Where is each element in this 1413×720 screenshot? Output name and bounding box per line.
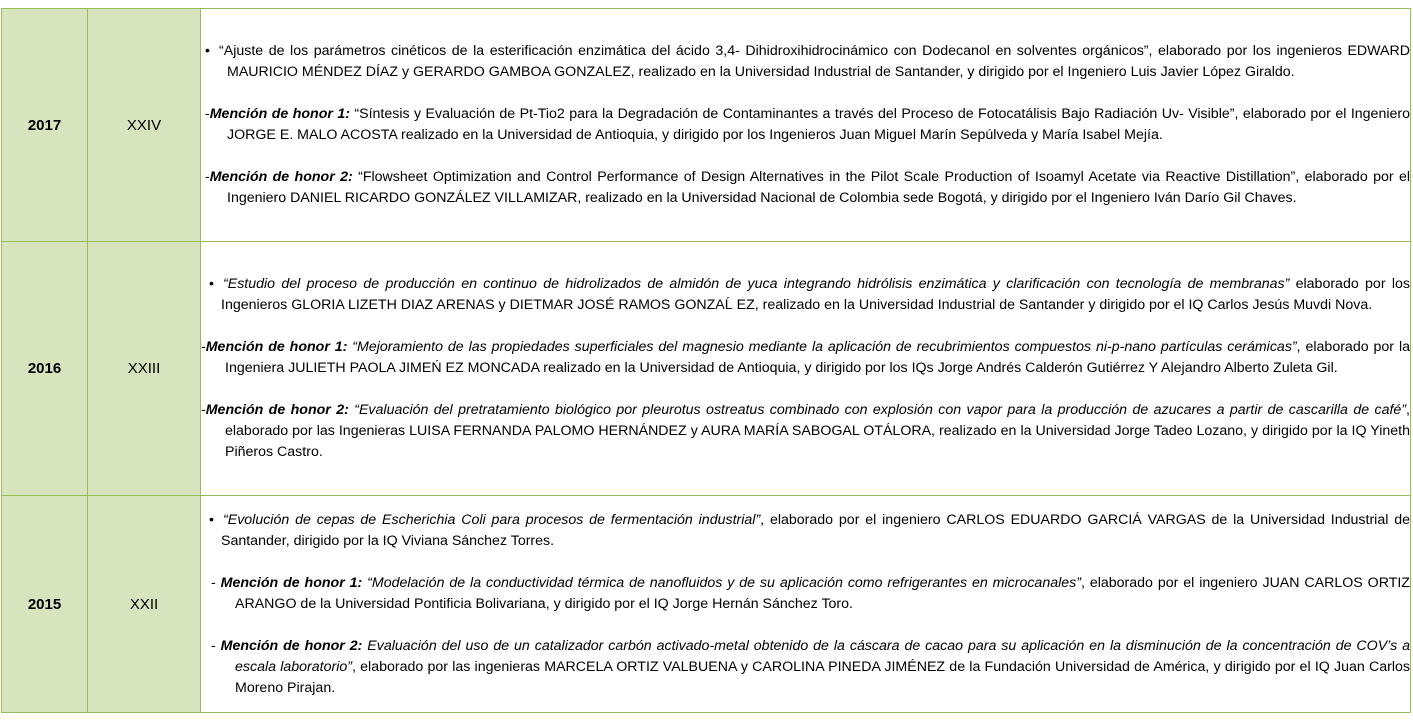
edition-label: XXIII — [127, 360, 161, 377]
honor-mention-1-label: Mención de honor 1: — [205, 339, 348, 355]
winner-entry — [201, 41, 1410, 83]
table-row-2015 — [2, 496, 1411, 713]
description-cell — [201, 242, 1411, 496]
winner-title: “Estudio del proceso de producción en continuo de hidrolizados de almidón de yuca integrando hidrólisis enzimática y clarificación con tecnología de membranas” — [223, 276, 1290, 292]
honor-mention-2-entry — [201, 636, 1410, 699]
honor-mention-1-entry — [201, 337, 1410, 379]
honor-mention-1-details: , elaborado por el ingeniero JUAN CARLOS ORTIZ ARANGO de la Universidad Pontificia Bolivariana, y dirigido por el IQ Jorge Hernán Sánchez Toro. — [235, 574, 1410, 612]
honor-mention-1-details: , elaborado por el Ingeniero JORGE E. MALO ACOSTA realizado en la Universidad de Antioquia, y dirigido por los Ingenieros Juan Miguel Marín Sepúlveda y María Isabel Mejía. — [227, 106, 1410, 143]
honor-mention-1-title: “Mejoramiento de las propiedades superficiales del magnesio mediante la aplicación de recubrimientos compuestos ni-p-nano partículas cerámicas” — [347, 339, 1297, 355]
edition-label: XXIV — [126, 116, 162, 134]
winner-title: “Ajuste de los parámetros cinéticos de la esterificación enzimática del ácido 3,4- Dihidroxihidrocinámico con Dodecanol en solventes orgánicos” — [219, 43, 1149, 59]
honor-mention-1-label: Mención de honor 1: — [220, 574, 363, 591]
edition-cell — [88, 9, 201, 242]
winner-title: “Evolución de cepas de Escherichia Coli para procesos de fermentación industrial” — [223, 511, 761, 528]
dash-marker: - — [211, 574, 221, 591]
dash-marker: - — [211, 637, 221, 654]
honor-mention-1-title: “Síntesis y Evaluación de Pt-Tio2 para la Degradación de Contaminantes a través del Proceso de Fotocatálisis Bajo Radiación Uv- Visible” — [349, 106, 1235, 122]
year-cell — [2, 242, 88, 496]
year-cell — [2, 9, 88, 242]
dash-marker: - — [201, 402, 206, 418]
honor-mention-2-details: , elaborado por las ingenieras MARCELA ORTIZ VALBUENA y CAROLINA PINEDA JIMÉNEZ de la Fundación Universidad de América, y dirigido por el IQ Juan Carlos Moreno Pirajan. — [235, 658, 1410, 696]
honor-mention-2-entry — [201, 400, 1410, 463]
honor-mention-2-details: , elaborado por el Ingeniero DANIEL RICARDO GONZÁLEZ VILLAMIZAR, realizado en la Universidad Nacional de Colombia sede Bogotá, y dirigido por el Ingeniero Iván Darío Gil Chaves. — [227, 169, 1410, 206]
honor-mention-2-title: “Evaluación del pretratamiento biológico por pleurotus ostreatus combinado con explosión con vapor para la producción de azucares a partir de cascarilla de café” — [348, 402, 1407, 418]
dash-marker: - — [205, 106, 210, 122]
dash-marker: - — [201, 339, 206, 355]
edition-label: XXII — [129, 595, 159, 613]
winner-entry — [201, 510, 1410, 552]
bullet-marker: • — [209, 276, 214, 292]
awards-table — [1, 8, 1411, 713]
table-row-2016 — [2, 242, 1411, 496]
dash-marker: - — [205, 169, 210, 185]
year-label: 2017 — [27, 116, 62, 134]
edition-cell — [88, 242, 201, 496]
honor-mention-2-title: Evaluación del uso de un catalizador carbón activado-metal obtenido de la cáscara de cacao para su aplicación en la disminución de la concentración de COV’s a escala laboratorio” — [235, 637, 1410, 675]
year-cell — [2, 496, 88, 713]
year-label: 2015 — [27, 595, 62, 613]
edition-cell — [88, 496, 201, 713]
honor-mention-2-details: , elaborado por las Ingenieras LUISA FERNANDA PALOMO HERNÁNDEZ y AURA MARÍA SABOGAL OTÁLORA, realizado en la Universidad Jorge Tadeo Lozano, y dirigido por la IQ Yineth Piñeros Castro. — [225, 402, 1410, 460]
honor-mention-1-title: “Modelación de la conductividad térmica de nanofluidos y de su aplicación como refrigerantes en microcanales” — [362, 574, 1081, 591]
description-cell — [201, 496, 1411, 713]
honor-mention-2-label: Mención de honor 2: — [209, 169, 353, 185]
year-label: 2016 — [27, 360, 62, 377]
honor-mention-2-title: “Flowsheet Optimization and Control Performance of Design Alternatives in the Pilot Scale Production of Isoamyl Acetate via Reactive Distillation” — [352, 169, 1296, 185]
bullet-marker: • — [209, 511, 214, 528]
honor-mention-2-label: Mención de honor 2: — [205, 402, 349, 418]
honor-mention-2-entry — [201, 167, 1410, 209]
honor-mention-2-label: Mención de honor 2: — [220, 637, 363, 654]
winner-entry — [201, 274, 1410, 316]
honor-mention-1-label: Mención de honor 1: — [209, 106, 350, 122]
winner-details: elaborado por los Ingenieros GLORIA LIZETH DIAZ ARENAS y DIETMAR JOSÉ RAMOS GONZAĹ EZ, realizado en la Universidad Industrial de Santander y dirigido por el IQ Carlos Jesús Muvdi Nova. — [221, 276, 1410, 313]
bullet-marker: • — [205, 43, 210, 59]
winner-details: , elaborado por el ingeniero CARLOS EDUARDO GARCIÁ VARGAS de la Universidad Industrial de Santander, dirigido por la IQ Viviana Sánchez Torres. — [221, 511, 1410, 549]
honor-mention-1-entry — [201, 573, 1410, 615]
description-cell — [201, 9, 1411, 242]
table-row-2017 — [2, 9, 1411, 242]
winner-details: , elaborado por los ingenieros EDWARD MAURICIO MÉNDEZ DÍAZ y GERARDO GAMBOA GONZALEZ, realizado en la Universidad Industrial de Santander, y dirigido por el Ingeniero Luis Javier López Giraldo. — [227, 43, 1410, 80]
honor-mention-1-details: , elaborado por la Ingeniera JULIETH PAOLA JIMEŃ EZ MONCADA realizado en la Universidad de Antioquia, y dirigido por los IQs Jorge Andrés Calderón Gutiérrez Y Alejandro Alberto Zuleta Gil. — [225, 339, 1410, 376]
honor-mention-1-entry — [201, 104, 1410, 146]
